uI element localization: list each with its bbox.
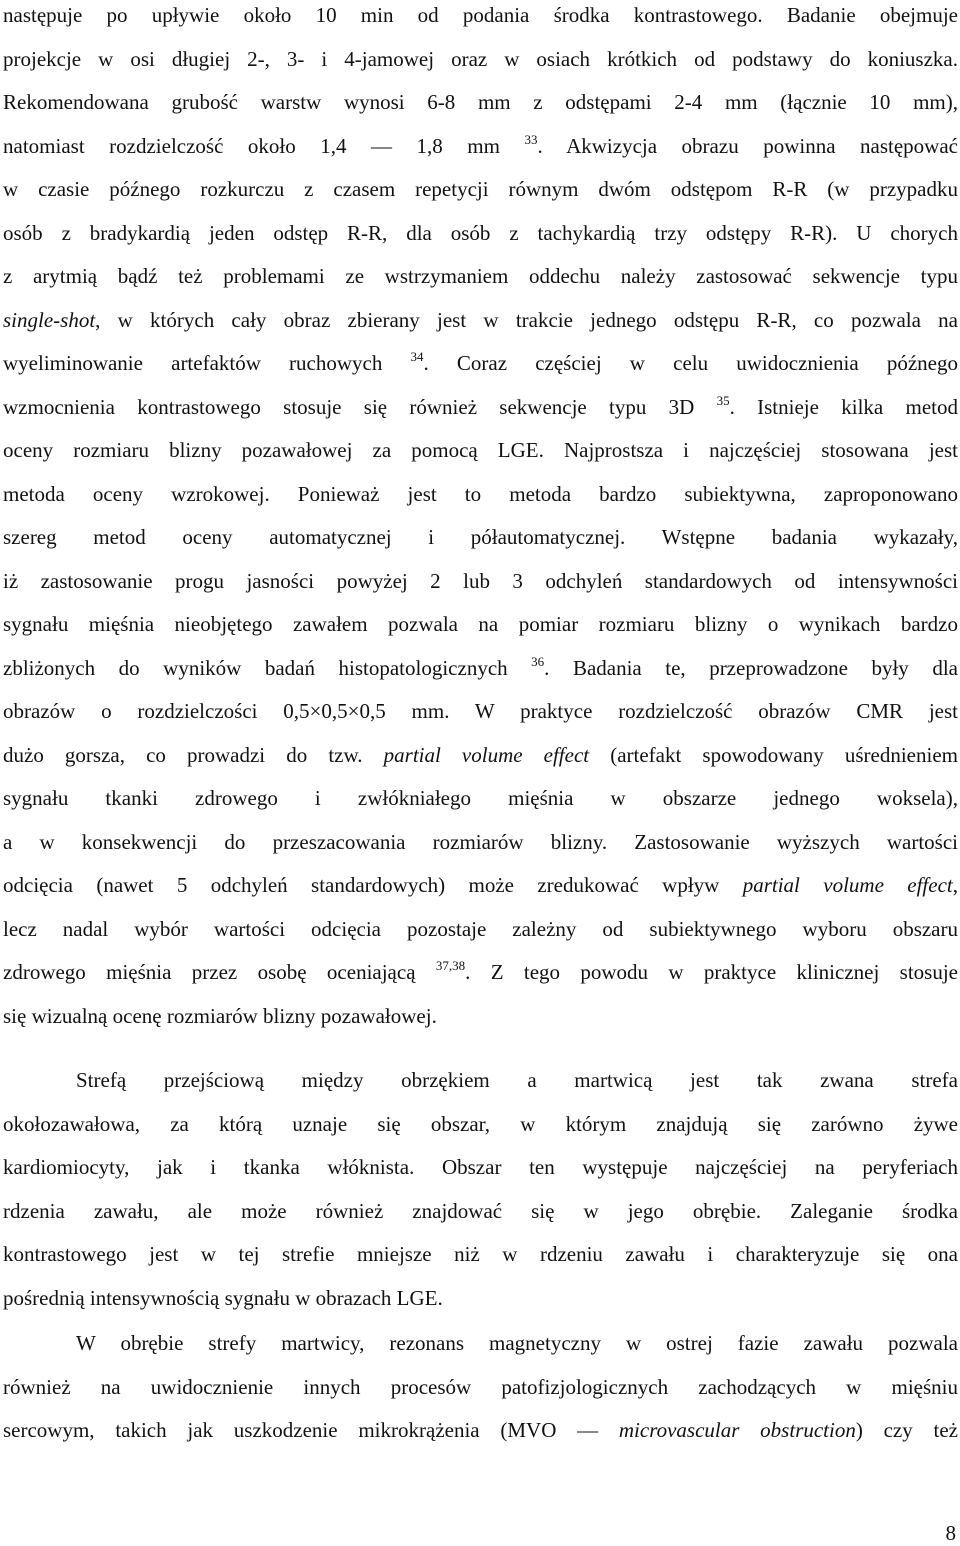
text-segment: . Istnieje kilka metod bbox=[729, 395, 958, 419]
text-segment: metoda oceny wzrokowej. Ponieważ jest to metoda bardzo subiektywna, zaproponowano bbox=[3, 482, 958, 506]
text-segment: natomiast rozdzielczość około 1,4 — 1,8 mm bbox=[3, 134, 525, 158]
text-segment: . Badania te, przeprowadzone były dla bbox=[544, 656, 958, 680]
text-line bbox=[3, 568, 958, 594]
citation-superscript: 37,38 bbox=[435, 958, 466, 973]
page-number: 8 bbox=[945, 1521, 956, 1545]
text-line bbox=[3, 1003, 958, 1029]
italic-term: single-shot bbox=[3, 308, 96, 332]
text-line bbox=[3, 1154, 958, 1180]
text-segment: (artefakt spowodowany uśrednieniem bbox=[589, 743, 958, 767]
text-line bbox=[3, 350, 958, 376]
text-segment: . Z tego powodu w praktyce klinicznej stosuje bbox=[465, 960, 958, 984]
italic-term: partial volume effect bbox=[742, 873, 953, 897]
text-line bbox=[3, 959, 958, 985]
text-segment: zbliżonych do wyników badań histopatologicznych bbox=[3, 656, 532, 680]
text-segment: sygnału mięśnia nieobjętego zawałem pozwala na pomiar rozmiaru blizny o wynikach bardzo bbox=[3, 612, 958, 636]
text-segment: następuje po upływie około 10 min od podania środka kontrastowego. Badanie obejmuje bbox=[3, 3, 958, 27]
text-line bbox=[3, 220, 958, 246]
text-segment: rdzenia zawału, ale może również znajdować się w jego obrębie. Zaleganie środka bbox=[3, 1199, 958, 1223]
text-line bbox=[3, 437, 958, 463]
text-segment: . Coraz częściej w celu uwidocznienia późnego bbox=[423, 351, 958, 375]
text-segment: zdrowego mięśnia przez osobę oceniającą bbox=[3, 960, 436, 984]
citation-superscript: 33 bbox=[524, 132, 538, 147]
text-segment: szereg metod oceny automatycznej i półautomatycznej. Wstępne badania wykazały, bbox=[3, 525, 958, 549]
text-segment: pośrednią intensywnością sygnału w obrazach LGE. bbox=[3, 1286, 443, 1310]
text-segment: , w których cały obraz zbierany jest w trakcie jednego odstępu R-R, co pozwala na bbox=[95, 308, 958, 332]
text-line bbox=[3, 872, 958, 898]
text-line bbox=[3, 2, 958, 28]
text-line bbox=[3, 1241, 958, 1267]
text-segment: a w konsekwencji do przeszacowania rozmiarów blizny. Zastosowanie wyższych wartości bbox=[3, 830, 958, 854]
text-segment: kardiomiocyty, jak i tkanka włóknista. Obszar ten występuje najczęściej na peryferiach bbox=[3, 1155, 958, 1179]
text-segment: sercowym, takich jak uszkodzenie mikrokrążenia (MVO — bbox=[3, 1418, 619, 1442]
text-segment: projekcje w osi długiej 2-, 3- i 4-jamowej oraz w osiach krótkich od podstawy do koniuszka. bbox=[3, 47, 958, 71]
text-line bbox=[3, 263, 958, 289]
text-segment: z arytmią bądź też problemami ze wstrzymaniem oddechu należy zastosować sekwencje typu bbox=[3, 264, 958, 288]
text-segment: W obrębie strefy martwicy, rezonans magnetyczny w ostrej fazie zawału pozwala bbox=[76, 1331, 958, 1355]
text-segment: Strefą przejściową między obrzękiem a martwicą jest tak zwana strefa bbox=[76, 1068, 958, 1092]
text-line bbox=[3, 1417, 958, 1443]
text-segment: kontrastowego jest w tej strefie mniejsze niż w rdzeniu zawału i charakteryzuje się ona bbox=[3, 1242, 958, 1266]
italic-term: partial volume effect bbox=[383, 743, 590, 767]
text-segment: wzmocnienia kontrastowego stosuje się również sekwencje typu 3D bbox=[3, 395, 717, 419]
text-segment: Rekomendowana grubość warstw wynosi 6-8 mm z odstępami 2-4 mm (łącznie 10 mm), bbox=[3, 90, 958, 114]
text-segment: obrazów o rozdzielczości 0,5×0,5×0,5 mm. W praktyce rozdzielczość obrazów CMR jest bbox=[3, 699, 958, 723]
text-segment: sygnału tkanki zdrowego i zwłókniałego mięśnia w obszarze jednego woksela), bbox=[3, 786, 958, 810]
text-segment: lecz nadal wybór wartości odcięcia pozostaje zależny od subiektywnego wyboru obszaru bbox=[3, 917, 958, 941]
text-segment: oceny rozmiaru blizny pozawałowej za pomocą LGE. Najprostsza i najczęściej stosowana jest bbox=[3, 438, 958, 462]
text-line bbox=[3, 176, 958, 202]
text-line bbox=[3, 1198, 958, 1224]
citation-superscript: 35 bbox=[716, 393, 730, 408]
text-line bbox=[3, 742, 958, 768]
text-segment: się wizualną ocenę rozmiarów blizny pozawałowej. bbox=[3, 1004, 437, 1028]
text-segment: iż zastosowanie progu jasności powyżej 2 lub 3 odchyleń standardowych od intensywności bbox=[3, 569, 958, 593]
text-line bbox=[3, 89, 958, 115]
text-line bbox=[3, 1285, 958, 1311]
text-line bbox=[3, 394, 958, 420]
text-segment: ) czy też bbox=[855, 1418, 958, 1442]
citation-superscript: 36 bbox=[531, 654, 545, 669]
text-segment: . Akwizycja obrazu powinna następować bbox=[537, 134, 958, 158]
text-segment: , bbox=[952, 873, 958, 897]
text-line bbox=[3, 1111, 958, 1137]
text-line bbox=[3, 829, 958, 855]
italic-term: microvascular obstruction bbox=[618, 1418, 856, 1442]
text-segment: odcięcia (nawet 5 odchyleń standardowych) może zredukować wpływ bbox=[3, 873, 743, 897]
text-segment: dużo gorsza, co prowadzi do tzw. bbox=[3, 743, 384, 767]
text-segment: osób z bradykardią jeden odstęp R-R, dla osób z tachykardią trzy odstępy R-R). U chorych bbox=[3, 221, 958, 245]
citation-superscript: 34 bbox=[410, 349, 424, 364]
text-segment: okołozawałowa, za którą uznaje się obszar, w którym znajdują się zarówno żywe bbox=[3, 1112, 958, 1136]
text-line bbox=[3, 307, 958, 333]
text-line bbox=[3, 785, 958, 811]
text-line bbox=[76, 1330, 958, 1356]
text-segment: wyeliminowanie artefaktów ruchowych bbox=[3, 351, 411, 375]
text-line bbox=[3, 524, 958, 550]
text-line bbox=[3, 698, 958, 724]
text-line bbox=[3, 481, 958, 507]
text-line bbox=[3, 611, 958, 637]
text-line bbox=[3, 916, 958, 942]
text-segment: w czasie późnego rozkurczu z czasem repetycji równym dwóm odstępom R-R (w przypadku bbox=[3, 177, 958, 201]
text-line bbox=[3, 46, 958, 72]
text-line bbox=[3, 133, 958, 159]
text-segment: również na uwidocznienie innych procesów patofizjologicznych zachodzących w mięśniu bbox=[3, 1375, 958, 1399]
text-line bbox=[3, 655, 958, 681]
text-line bbox=[3, 1374, 958, 1400]
text-line bbox=[76, 1067, 958, 1093]
